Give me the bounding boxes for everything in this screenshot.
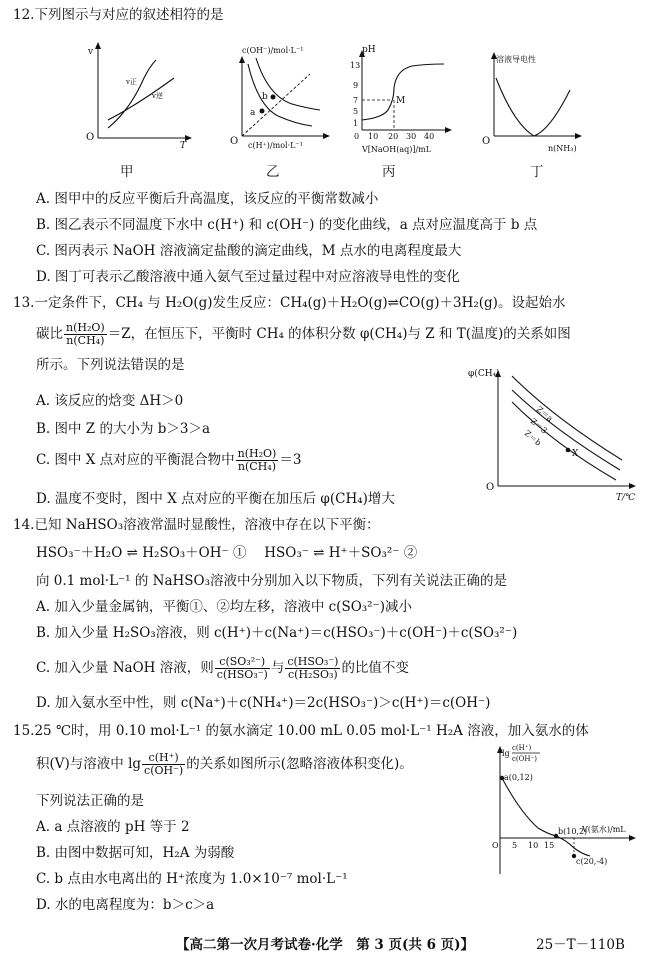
q14-optc-mid: 与 <box>270 660 285 676</box>
q14-frac1 <box>215 656 270 681</box>
bing-tx0: 10 <box>368 132 379 141</box>
q14-frac1-den: c(HSO₃⁻) <box>216 668 268 681</box>
q15-point-b: b(10,2) <box>558 827 588 836</box>
q15-ylabel-pre: lg <box>502 749 510 758</box>
label-ding: 丁 <box>530 164 544 180</box>
jia-origin: O <box>86 132 95 143</box>
q14-stem: 14.已知 NaHSO₃溶液常温时显酸性，溶液中存在以下平衡： <box>13 517 380 533</box>
bing-tx1: 20 <box>388 132 399 141</box>
q13-option-b: B. 图中 Z 的大小为 b＞3＞a <box>36 421 211 437</box>
q15-frac-num: c(H⁺) <box>142 752 185 765</box>
ding-yaxis: 溶液导电性 <box>496 55 536 64</box>
q13-optc-pre: C. 图中 X 点对应的平衡混合物中 <box>36 452 235 468</box>
q13-yaxis: φ(CH₄) <box>468 369 500 379</box>
graph-q13 <box>464 362 644 502</box>
q14-frac2-num: c(HSO₃⁻) <box>287 655 339 668</box>
q13-line3: 所示。下列说法错误的是 <box>36 357 185 373</box>
q15-fraction <box>142 752 185 777</box>
q12-option-b: B. 图乙表示不同温度下水中 c(H⁺) 和 c(OH⁻) 的变化曲线，a 点对应温度高于 b 点 <box>36 217 538 233</box>
bing-origin: 0 <box>354 132 360 141</box>
jia-curve1: v正 <box>126 78 137 86</box>
q15-tick-5: 5 <box>512 841 518 850</box>
q15-frac-den: c(OH⁻) <box>144 764 184 777</box>
graph-q15 <box>472 740 642 880</box>
q13-origin: O <box>486 482 495 493</box>
q15-line2 <box>36 752 413 777</box>
yi-pb: b <box>262 92 268 102</box>
bing-tx2: 30 <box>406 132 417 141</box>
q12-option-c: C. 图丙表示 NaOH 溶液滴定盐酸的滴定曲线，M 点水的电离程度最大 <box>36 243 462 259</box>
q13-line2-post: ＝Z，在恒压下，平衡时 CH₄ 的体积分数 φ(CH₄)与 Z 和 T(温度)的关系如图 <box>107 326 571 342</box>
graph-bing <box>340 44 460 160</box>
q13-option-d: D. 温度不变时，图中 X 点对应的平衡在加压后 φ(CH₄)增大 <box>36 491 395 507</box>
q13-optc-den: n(CH₄) <box>237 460 277 473</box>
q14-frac1-num: c(SO₃²⁻) <box>215 656 270 669</box>
label-jia: 甲 <box>120 164 134 180</box>
jia-yaxis: v <box>88 47 94 57</box>
bing-point: M <box>396 96 406 106</box>
q14-equations: HSO₃⁻＋H₂O ⇌ H₂SO₃＋OH⁻ ① HSO₃⁻ ⇌ H⁺＋SO₃²⁻ ② <box>36 545 418 561</box>
q12-stem: 12.下列图示与对应的叙述相符的是 <box>13 7 224 23</box>
yi-pa: a <box>250 108 256 118</box>
page-footer <box>0 936 648 960</box>
bing-tx3: 40 <box>424 132 435 141</box>
ding-origin: O <box>482 136 491 147</box>
q15-option-a: A. a 点溶液的 pH 等于 2 <box>36 819 190 835</box>
q13-line2 <box>36 322 571 347</box>
q12-option-d: D. 图丁可表示乙酸溶液中通入氨气至过量过程中对应溶液导电性的变化 <box>36 269 460 285</box>
q14-optc-pre: C. 加入少量 NaOH 溶液，则 <box>36 660 214 676</box>
bing-ty3: 5 <box>353 107 359 116</box>
footer-title: 【高二第一次月考试卷·化学 第 3 页(共 6 页)】 <box>176 937 475 953</box>
q15-option-c: C. b 点由水电离出的 H⁺浓度为 1.0×10⁻⁷ mol·L⁻¹ <box>36 871 348 887</box>
q15-xaxis: V(氨水)/mL <box>582 825 626 834</box>
q13-curve-a: Z＝a <box>534 404 555 424</box>
bing-ty4: 1 <box>353 119 359 128</box>
q14-frac2-den: c(H₂SO₃) <box>288 668 338 681</box>
yi-origin: O <box>230 136 239 147</box>
q15-line3: 下列说法正确的是 <box>36 793 144 809</box>
q14-option-c <box>36 656 409 681</box>
q15-tick-15: 15 <box>544 841 555 850</box>
q15-option-b: B. 由图中数据可知，H₂A 为弱酸 <box>36 845 235 861</box>
q15-point-c: c(20,-4) <box>576 857 608 866</box>
q15-tick-10: 10 <box>528 841 539 850</box>
bing-ty2: 7 <box>353 96 359 105</box>
q14-line3: 向 0.1 mol·L⁻¹ 的 NaHSO₃溶液中分别加入以下物质，下列有关说法正确的是 <box>36 573 508 589</box>
footer-code: 25－T－110B <box>536 937 625 953</box>
bing-ty0: 13 <box>350 61 361 70</box>
q15-ylabel-den: c(OH⁻) <box>512 755 537 763</box>
q15-line2-pre: 积(V)与溶液中 lg <box>36 756 142 772</box>
label-bing: 丙 <box>382 164 396 180</box>
q15-option-d: D. 水的电离程度为：b＞c＞a <box>36 897 215 913</box>
q13-optc-num: n(H₂O) <box>237 447 277 460</box>
graph-ding <box>478 48 588 160</box>
q15-ylabel-num: c(H⁺) <box>512 744 532 752</box>
q15-line2-post: 的关系如图所示(忽略溶液体积变化)。 <box>186 756 413 772</box>
q14-option-d: D. 加入氨水至中性，则 c(Na⁺)＋c(NH₄⁺)＝2c(HSO₃⁻)＞c(H⁺)＝c(OH⁻) <box>36 695 491 711</box>
q13-line1: 13.一定条件下，CH₄ 与 H₂O(g)发生反应：CH₄(g)＋H₂O(g)⇌CO(g)＋3H₂(g)。设起始水 <box>13 295 566 311</box>
q13-option-a: A. 该反应的焓变 ΔH＞0 <box>36 393 184 409</box>
q13-frac-den: n(CH₄) <box>66 334 105 347</box>
yi-yaxis: c(OH⁻)/mol·L⁻¹ <box>242 46 304 55</box>
q15-origin: O <box>492 841 499 850</box>
bing-ty1: 9 <box>353 81 359 90</box>
graph-yi <box>228 44 340 156</box>
bing-xaxis: V[NaOH(aq)]/mL <box>362 145 432 154</box>
q13-curve-b: Z＝b <box>522 428 543 448</box>
ding-xaxis: n(NH₃) <box>548 144 577 153</box>
bing-yaxis: pH <box>362 45 376 55</box>
q15-line1: 15.25 ℃时，用 0.10 mol·L⁻¹ 的氨水滴定 10.00 mL 0.05 mol·L⁻¹ H₂A 溶液，加入氨水的体 <box>13 723 589 739</box>
graph-jia <box>82 40 194 148</box>
label-yi: 乙 <box>266 164 280 180</box>
q13-line2-pre: 碳比 <box>36 326 63 342</box>
q13-optc-post: ＝3 <box>279 452 302 468</box>
yi-xaxis: c(H⁺)/mol·L⁻¹ <box>248 141 303 150</box>
q13-frac-num: n(H₂O) <box>66 321 105 334</box>
q15-point-a: a(0,12) <box>504 773 533 782</box>
q14-option-a: A. 加入少量金属钠，平衡①、②均左移，溶液中 c(SO₃²⁻)减小 <box>36 599 412 615</box>
jia-curve2: v逆 <box>152 92 163 100</box>
q13-point-x: X <box>572 449 579 459</box>
q13-optc-fraction <box>236 448 279 473</box>
q13-ratio-fraction <box>64 322 107 347</box>
q14-frac2 <box>285 656 340 681</box>
q13-xaxis: T/℃ <box>616 493 636 502</box>
jia-xaxis: T <box>180 141 187 148</box>
q14-optc-post: 的比值不变 <box>341 660 409 676</box>
q13-curve-3: Z＝3 <box>528 416 549 436</box>
q14-option-b: B. 加入少量 H₂SO₃溶液，则 c(H⁺)＋c(Na⁺)＝c(HSO₃⁻)＋c(OH⁻)＋c(SO₃²⁻) <box>36 625 518 641</box>
q12-option-a: A. 图甲中的反应平衡后升高温度，该反应的平衡常数减小 <box>36 191 379 207</box>
q13-option-c <box>36 448 301 473</box>
